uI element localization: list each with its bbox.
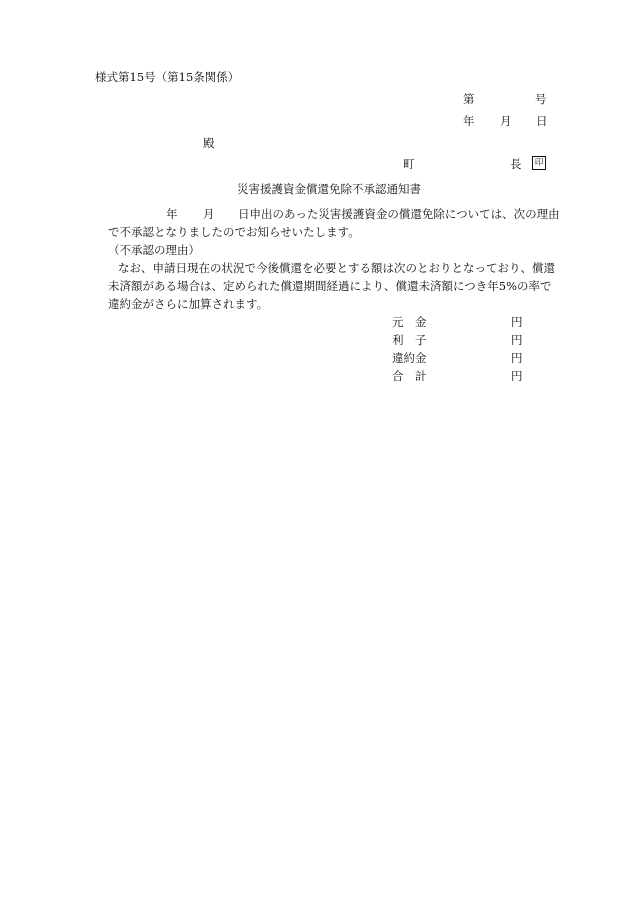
body-text-line: で不承認となりましたのでお知らせいたします。: [108, 225, 360, 239]
addressee-honorific: 殿: [203, 136, 215, 150]
amount-unit: 円: [511, 333, 523, 347]
issuer-town: 町: [403, 157, 415, 171]
document-number-prefix: 第: [463, 92, 475, 106]
body-year: 年: [166, 207, 178, 221]
amount-label-interest: 利 子: [392, 333, 427, 347]
body-month: 月: [203, 207, 215, 221]
document-number-suffix: 号: [535, 92, 547, 106]
amount-label-principal: 元 金: [392, 315, 427, 329]
amount-label-total: 合 計: [392, 369, 427, 383]
body-text-line: 違約金がさらに加算されます。: [108, 297, 269, 311]
amount-unit: 円: [511, 315, 523, 329]
date-day: 日: [536, 114, 548, 128]
body-text-line: 日申出のあった災害援護資金の償還免除については、次の理由: [238, 207, 560, 221]
amount-unit: 円: [511, 369, 523, 383]
body-text-line: 未済額がある場合は、定められた償還期間経過により、償還未済額につき年5%の率で: [108, 279, 552, 293]
date-month: 月: [500, 114, 512, 128]
amount-label-penalty: 違約金: [392, 351, 427, 365]
form-label: 様式第15号（第15条関係）: [95, 70, 240, 84]
document-title: 災害援護資金償還免除不承認通知書: [237, 182, 421, 196]
reason-heading: （不承認の理由）: [108, 243, 200, 257]
seal-mark: 印: [532, 156, 546, 170]
date-year: 年: [463, 114, 475, 128]
amount-unit: 円: [511, 351, 523, 365]
issuer-mayor: 長: [510, 157, 522, 171]
body-text-line: なお、申請日現在の状況で今後償還を必要とする額は次のとおりとなっており、償還: [118, 261, 555, 275]
